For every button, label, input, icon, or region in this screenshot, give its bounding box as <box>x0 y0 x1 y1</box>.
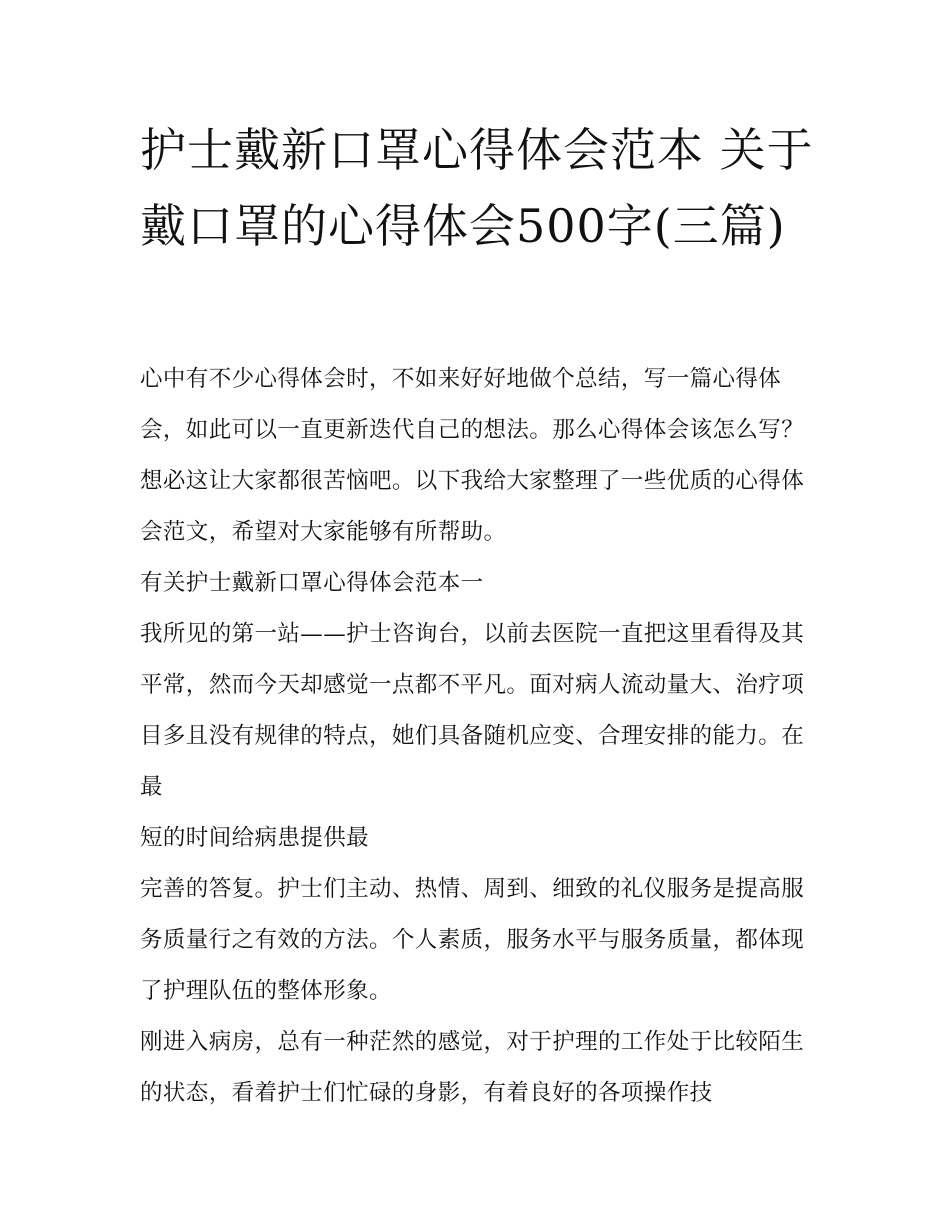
section-heading: 有关护士戴新口罩心得体会范本一 <box>140 570 484 596</box>
body-paragraph: 我所见的第一站——护士咨询台，以前去医院一直把这里看得及其平常，然而今天却感觉一点都不平凡。面对病人流动量大、治疗项目多且没有规律的特点，她们具备随机应变、合理安排的能力。在最 <box>140 621 805 800</box>
intro-paragraph: 心中有不少心得体会时，不如来好好地做个总结，写一篇心得体会，如此可以一直更新迭代自己的想法。那么心得体会该怎么写？想必这让大家都很苦恼吧。以下我给大家整理了一些优质的心得体会范文，希望对大家能够有所帮助。 <box>140 366 805 545</box>
body-paragraph: 完善的答复。护士们主动、热情、周到、细致的礼仪服务是提高服务质量行之有效的方法。个人素质，服务水平与服务质量，都体现了护理队伍的整体形象。 <box>140 876 805 1004</box>
body-paragraph: 短的时间给病患提供最 <box>140 825 370 851</box>
body-paragraph: 刚进入病房，总有一种茫然的感觉，对于护理的工作处于比较陌生的状态，看着护士们忙碌的身影，有着良好的各项操作技 <box>140 1029 805 1106</box>
document-title: 护士戴新口罩心得体会范本 关于戴口罩的心得体会500字(三篇) <box>140 123 814 253</box>
